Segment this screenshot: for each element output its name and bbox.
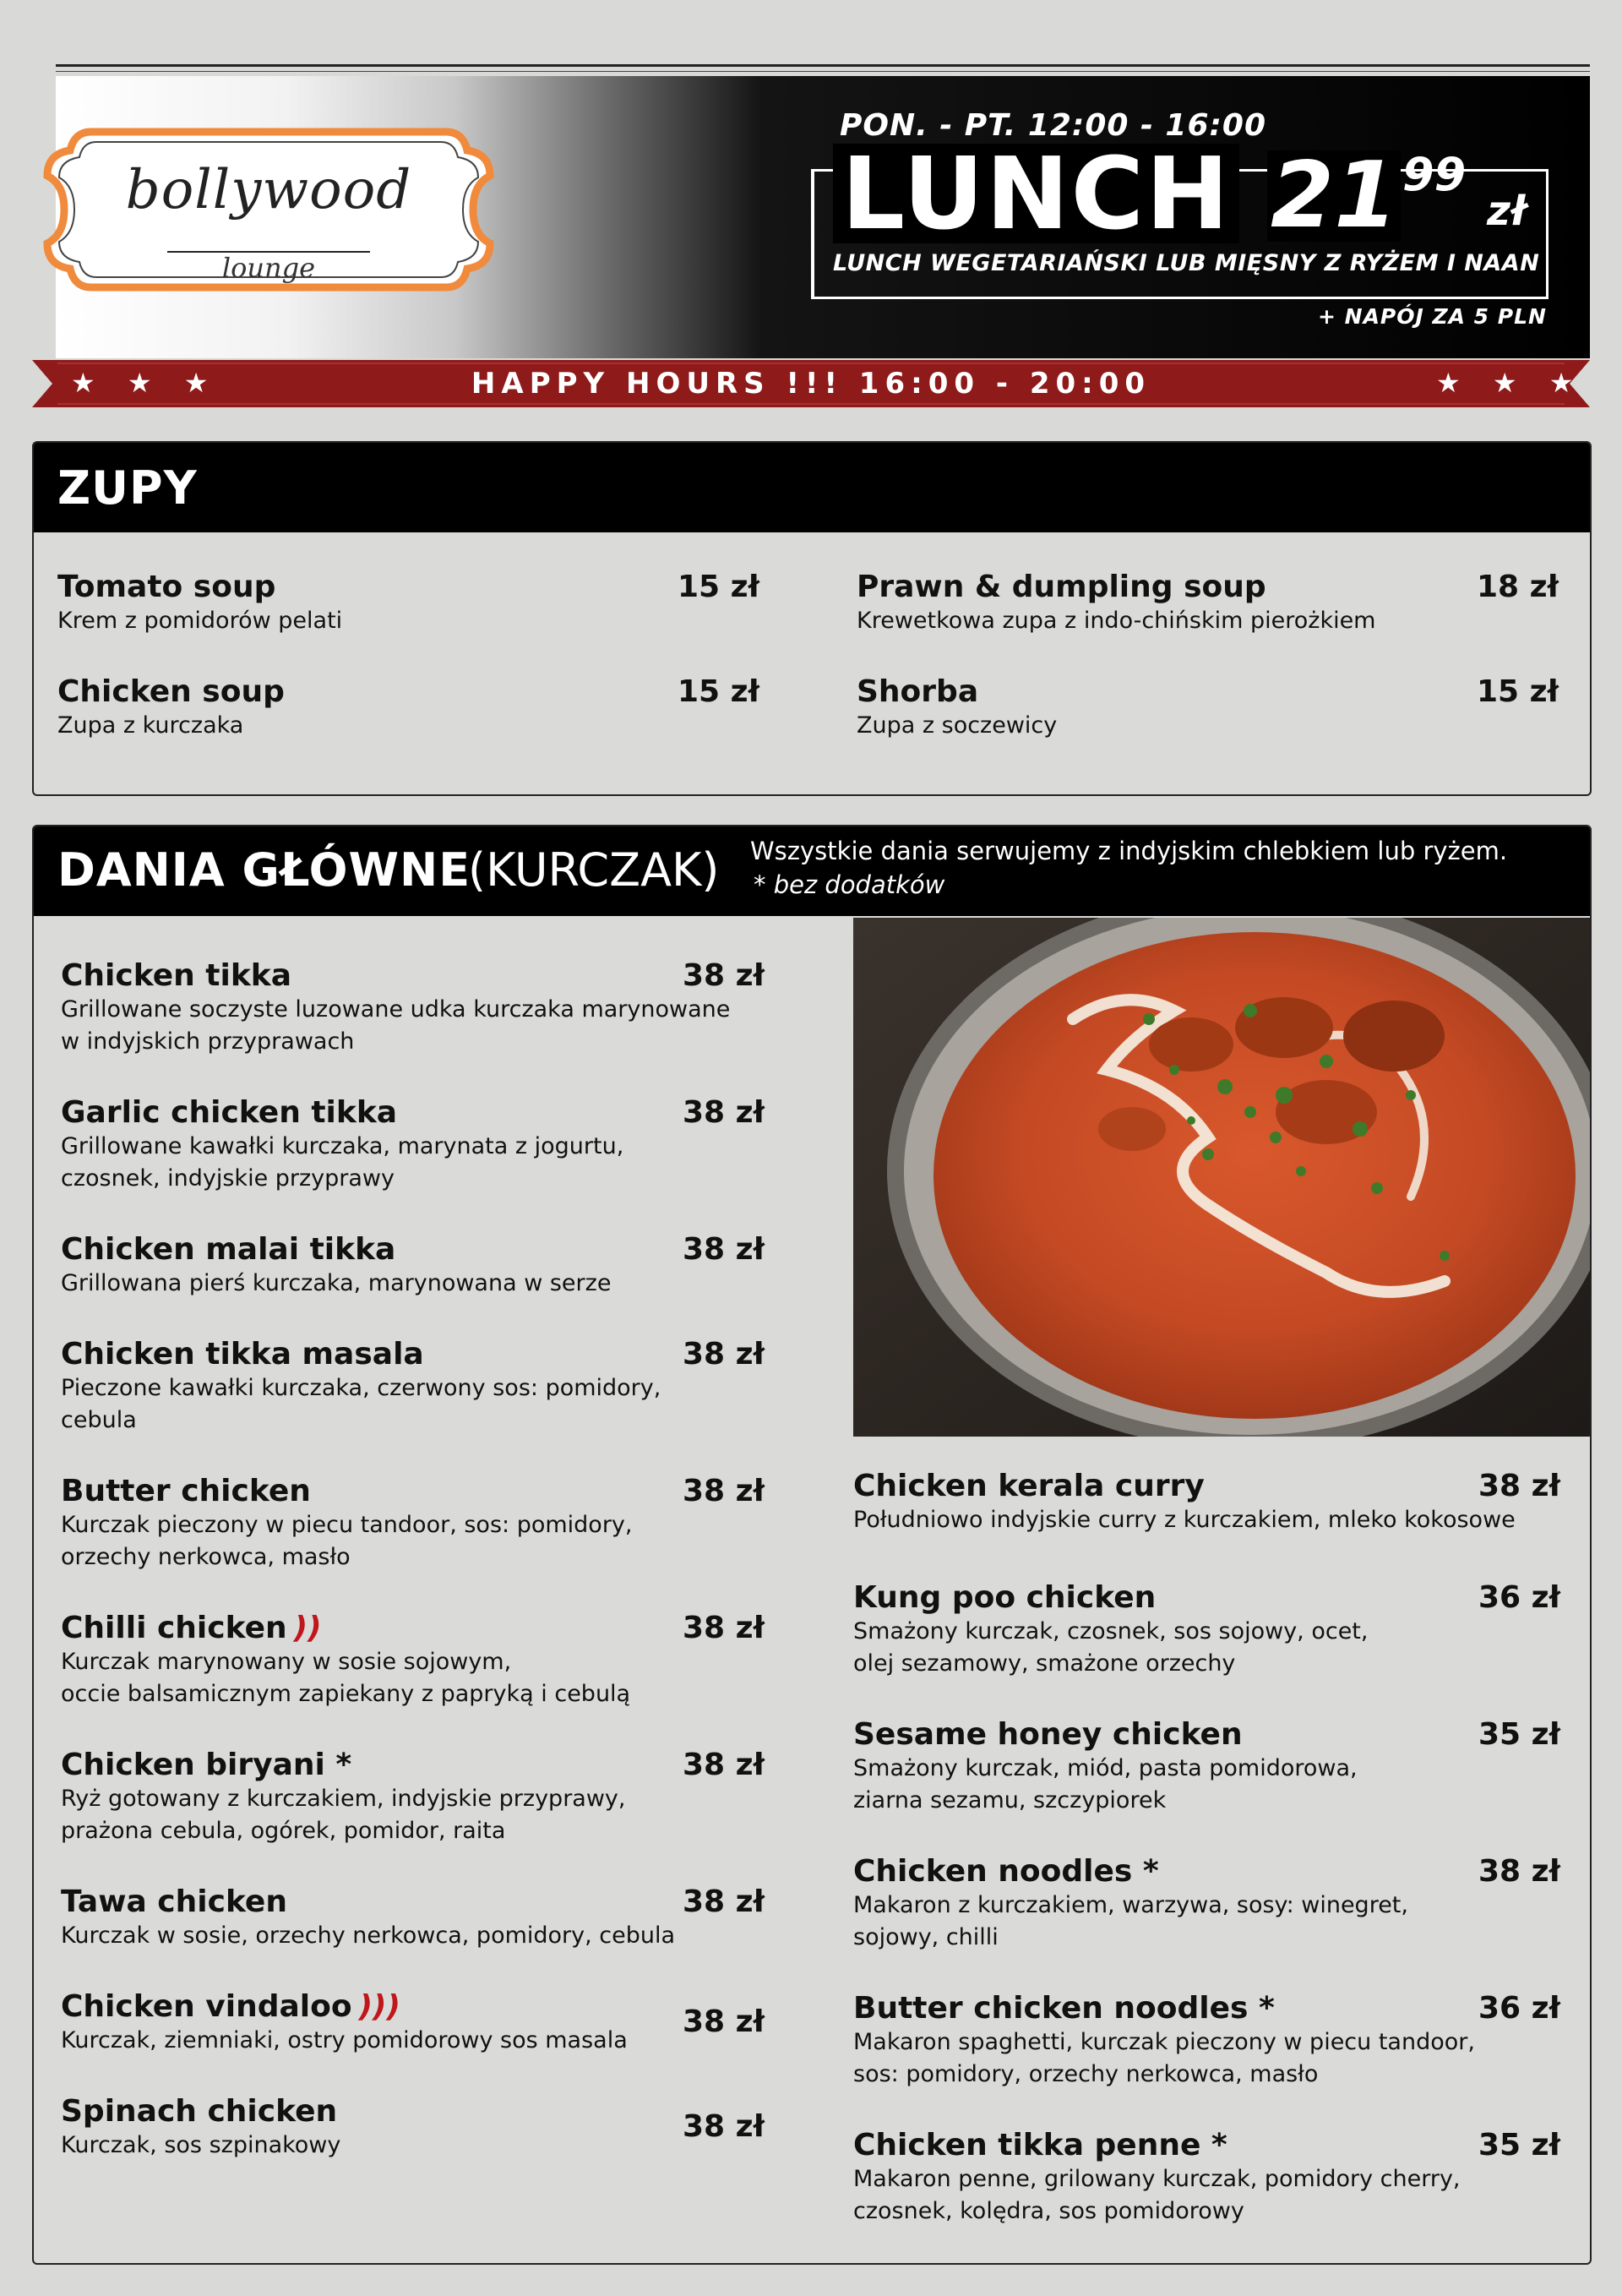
menu-item: Chilli chicken )) Kurczak marynowany w sosie sojowym, occie balsamicznym zapiekany z papryką i cebulą 38 zł: [61, 1611, 765, 1707]
price: 35 zł: [1478, 2128, 1560, 2162]
lunch-price: 21: [1267, 150, 1401, 242]
menu-item: Garlic chicken tikka Grillowane kawałki kurczaka, marynata z jogurtu, czosnek, indyjskie przyprawy 38 zł: [61, 1095, 765, 1192]
lunch-hours: PON. - PT. 12:00 - 16:00: [840, 108, 1267, 143]
lunch-price-decimals: 99: [1402, 148, 1467, 201]
price: 18 zł: [1477, 570, 1559, 604]
menu-item: Prawn & dumpling soup Krewetkowa zupa z indo-chińskim pierożkiem 18 zł: [857, 570, 1559, 634]
menu-item: Chicken malai tikka Grillowana pierś kurczaka, marynowana w serze 38 zł: [61, 1232, 765, 1296]
chili-icon: )): [293, 1611, 322, 1645]
top-rule: [56, 64, 1590, 67]
menu-item: Chicken noodles * Makaron z kurczakiem, warzywa, sosy: winegret, sojowy, chilli 38 zł: [853, 1854, 1560, 1950]
price: 38 zł: [683, 1884, 765, 1919]
logo-subtitle: lounge: [221, 252, 316, 284]
price: 38 zł: [1478, 1469, 1560, 1503]
drink-offer: + NAPÓJ ZA 5 PLN: [1318, 304, 1547, 329]
price: 38 zł: [683, 958, 765, 993]
price: 36 zł: [1478, 1991, 1560, 2026]
price: 38 zł: [683, 1232, 765, 1267]
menu-item: Butter chicken Kurczak pieczony w piecu tandoor, sos: pomidory, orzechy nerkowca, masło 38 zł: [61, 1474, 765, 1570]
menu-item: Chicken tikka Grillowane soczyste luzowane udka kurczaka marynowane w indyjskich przyprawach 38 zł: [61, 958, 765, 1055]
menu-item: Chicken vindaloo ))) Kurczak, ziemniaki, ostry pomidorowy sos masala 38 zł: [61, 1989, 765, 2053]
menu-item: Tawa chicken Kurczak w sosie, orzechy nerkowca, pomidory, cebula 38 zł: [61, 1884, 765, 1949]
menu-item: Chicken kerala curry Południowo indyjskie curry z kurczakiem, mleko kokosowe 38 zł: [853, 1469, 1560, 1533]
soups-header: [34, 443, 1590, 532]
menu-item: Sesame honey chicken Smażony kurczak, miód, pasta pomidorowa, ziarna sezamu, szczypiorek 35 zł: [853, 1717, 1560, 1813]
menu-item: Butter chicken noodles * Makaron spaghetti, kurczak pieczony w piecu tandoor, sos: pomidory, orzechy nerkowca, masło 36 zł: [853, 1991, 1560, 2087]
mains-subtitle: (KURCZAK): [468, 843, 720, 897]
price: 38 zł: [683, 1748, 765, 1782]
mains-note: Wszystkie dania serwujemy z indyjskim chlebkiem lub ryżem.: [750, 837, 1508, 865]
price: 15 zł: [678, 674, 759, 709]
price: 15 zł: [678, 570, 759, 604]
menu-item: Chicken biryani * Ryż gotowany z kurczakiem, indyjskie przyprawy, prażona cebula, ogórek, pomidor, raita 38 zł: [61, 1748, 765, 1844]
lunch-description: LUNCH WEGETARIAŃSKI LUB MIĘSNY Z RYŻEM I NAAN: [833, 250, 1540, 276]
stars-right-icon: ★ ★ ★: [1436, 367, 1586, 399]
mains-title: DANIA GŁÓWNE: [57, 843, 471, 897]
menu-item: Chicken soup Zupa z kurczaka 15 zł: [57, 674, 759, 739]
price: 38 zł: [683, 2004, 765, 2039]
mains-note-asterisk: * bez dodatków: [754, 870, 945, 899]
price: 38 zł: [683, 2109, 765, 2144]
price: 38 zł: [683, 1095, 765, 1130]
price: 15 zł: [1477, 674, 1559, 709]
soups-section: [32, 441, 1592, 796]
mains-header: [34, 826, 1590, 916]
happy-hours-text: HAPPY HOURS !!! 16:00 - 20:00: [471, 367, 1151, 401]
stars-left-icon: ★ ★ ★: [71, 367, 220, 399]
lunch-price-currency: zł: [1487, 188, 1526, 235]
lunch-title: LUNCH: [833, 144, 1239, 243]
menu-item: Shorba Zupa z soczewicy 15 zł: [857, 674, 1559, 739]
soups-title: ZUPY: [57, 461, 198, 515]
logo: [41, 125, 497, 294]
price: 38 zł: [1478, 1854, 1560, 1889]
menu-item: Spinach chicken Kurczak, sos szpinakowy 38 zł: [61, 2094, 765, 2158]
menu-item: Chicken tikka masala Pieczone kawałki kurczaka, czerwony sos: pomidory, cebula 38 zł: [61, 1337, 765, 1433]
butter-chicken-photo: [853, 918, 1590, 1437]
price: 36 zł: [1478, 1580, 1560, 1615]
price: 38 zł: [683, 1474, 765, 1508]
menu-item: Tomato soup Krem z pomidorów pelati 15 zł: [57, 570, 759, 634]
chili-icon: ))): [358, 1989, 400, 2024]
price: 38 zł: [683, 1611, 765, 1645]
top-rule-thin: [56, 71, 1590, 72]
menu-item: Kung poo chicken Smażony kurczak, czosnek, sos sojowy, ocet, olej sezamowy, smażone orzechy 36 zł: [853, 1580, 1560, 1677]
price: 38 zł: [683, 1337, 765, 1372]
logo-title: bollywood: [125, 159, 412, 221]
menu-item: Chicken tikka penne * Makaron penne, grilowany kurczak, pomidory cherry, czosnek, kolędra, sos pomidorowy 35 zł: [853, 2128, 1560, 2224]
price: 35 zł: [1478, 1717, 1560, 1752]
